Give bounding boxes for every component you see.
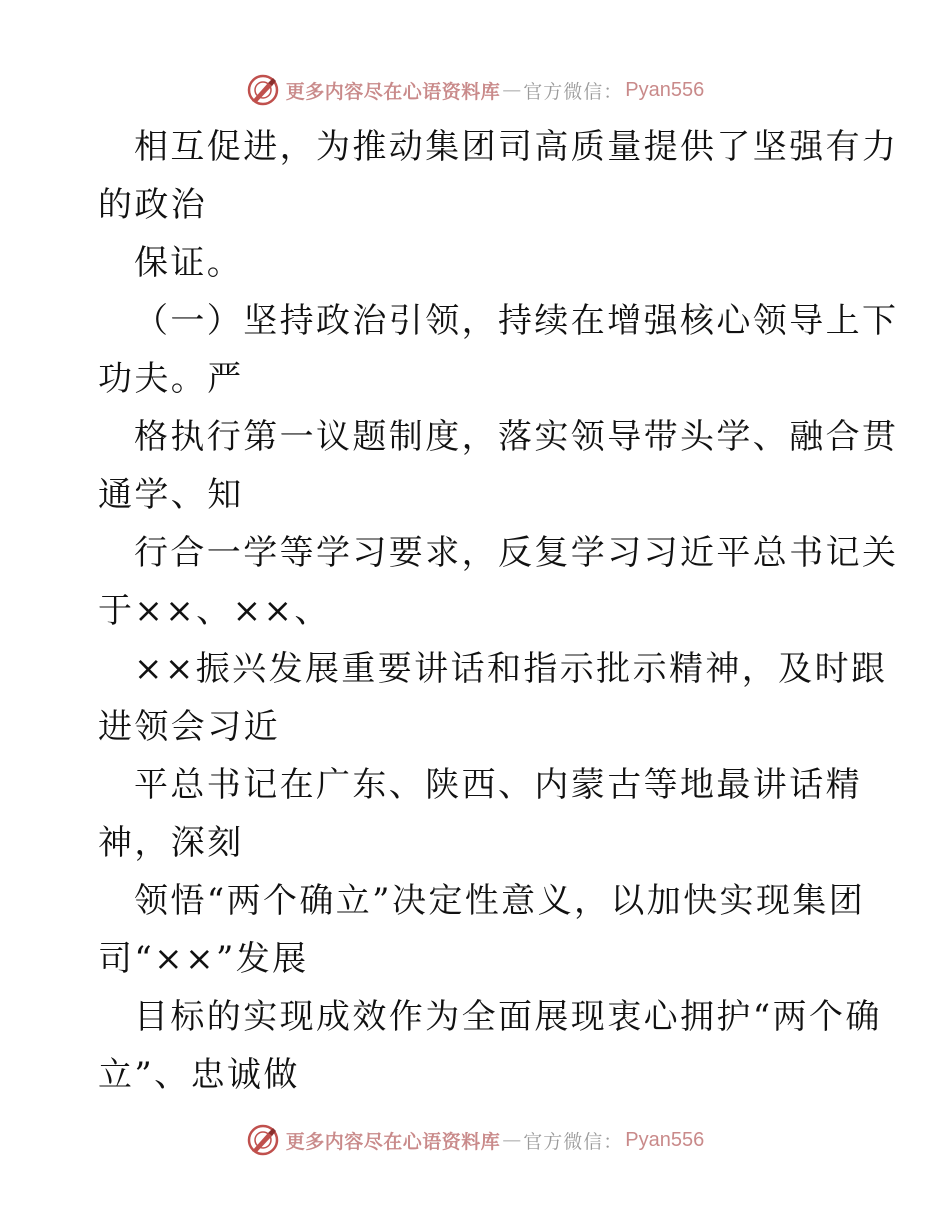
- text-line: 通学、知: [98, 475, 244, 515]
- text-line: 相互促进，为推动集团司高质量提供了坚强有力: [134, 127, 899, 167]
- pen-logo-icon: [246, 1123, 280, 1157]
- header-watermark: [0, 70, 950, 110]
- watermark-main-text: 更多内容尽在心语资料库: [285, 80, 501, 103]
- watermark-dash: —: [502, 79, 522, 101]
- text-line: 领悟“两个确立”决定性意义，以加快实现集团: [134, 881, 866, 921]
- text-line: 功夫。严: [98, 359, 244, 399]
- text-line: 于××、××、: [98, 591, 331, 631]
- text-line: 格执行第一议题制度，落实领导带头学、融合贯: [134, 417, 899, 457]
- pen-logo-icon: [246, 73, 280, 107]
- watermark-wechat-label: 官方微信：: [523, 1130, 624, 1153]
- text-line: 保证。: [134, 243, 244, 283]
- text-line: ××振兴发展重要讲话和指示批示精神，及时跟: [134, 649, 888, 689]
- text-line: 司“××”发展: [98, 939, 309, 979]
- text-line: 的政治: [98, 185, 208, 225]
- watermark-wechat-id: Pyan556: [625, 1128, 705, 1151]
- footer-watermark: [0, 1120, 950, 1160]
- watermark-main-text: 更多内容尽在心语资料库: [285, 1130, 501, 1153]
- text-line: 神，深刻: [98, 823, 244, 863]
- text-line: 立”、忠诚做: [98, 1055, 300, 1095]
- text-line: 进领会习近: [98, 707, 280, 747]
- text-line: 行合一学等学习要求，反复学习习近平总书记关: [134, 533, 899, 573]
- watermark-wechat-id: Pyan556: [625, 78, 705, 101]
- text-line: 平总书记在广东、陕西、内蒙古等地最讲话精: [134, 765, 862, 805]
- watermark-wechat-label: 官方微信：: [523, 80, 624, 103]
- text-line: （一）坚持政治引领，持续在增强核心领导上下: [134, 301, 899, 341]
- watermark-dash: —: [502, 1129, 522, 1151]
- text-line: 目标的实现成效作为全面展现衷心拥护“两个确: [134, 997, 882, 1037]
